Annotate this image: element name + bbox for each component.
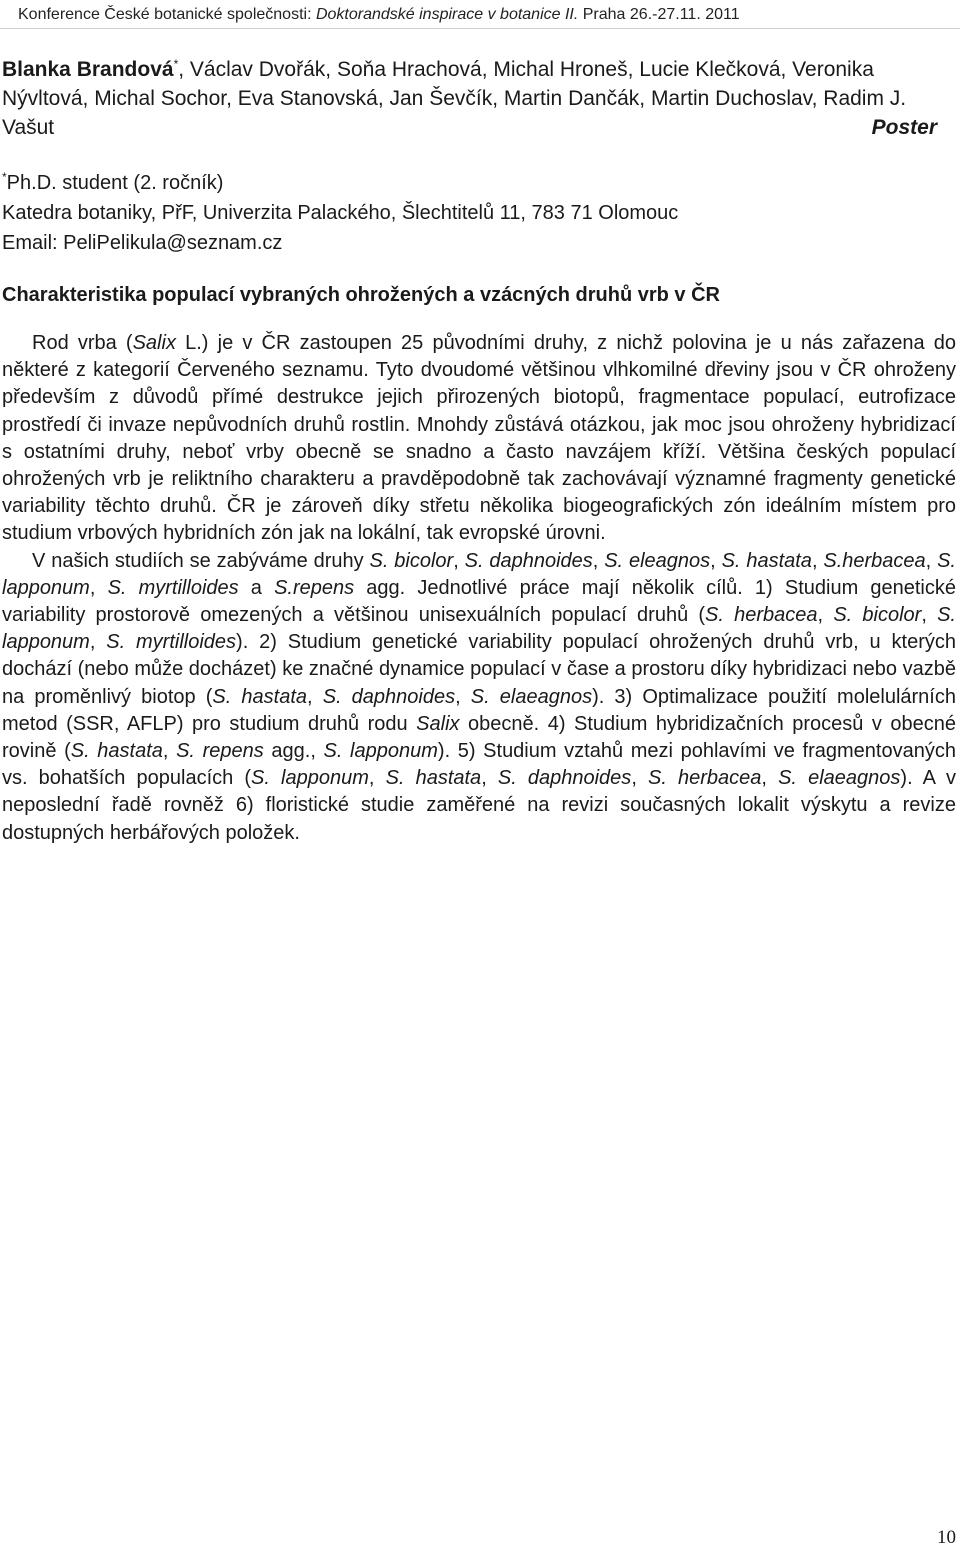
species-name: S. hastata xyxy=(385,767,482,790)
species-name: S. daphnoides xyxy=(464,549,593,572)
author-list xyxy=(2,55,956,142)
species-name: Salix xyxy=(132,332,176,354)
species-name: S. repens xyxy=(176,740,264,763)
species-name: S. bicolor xyxy=(833,604,922,627)
body-text: ). 5) Studium vztahů mezi pohlavími ve fragmentovaných vs. bohatších populacích ( xyxy=(2,740,956,790)
conference-header xyxy=(18,6,740,24)
body-text: , xyxy=(925,549,938,572)
species-name: S. hastata xyxy=(70,740,163,763)
body-text: , xyxy=(368,767,386,790)
species-name: S. lapponum xyxy=(323,740,438,763)
body-text: , xyxy=(631,767,648,790)
species-name: S. elaeagnos xyxy=(778,767,901,790)
body-text: L.) je v ČR zastoupen 25 původními druhy, z nichž polovina je u nás zařazena do některé z kategorií Červeného seznamu. Tyto dvoudomé většinou vlhkomilné dřeviny jsou v ČR ohroženy především z důvodů přímé destrukce jejich přirozených biotopů, fragmentace populací, eutrofizace prostředí či invaze nepůvodních druhů rostlin. Mnohdy zůstává otázkou, jak moc jsou ohroženy hybridizací s ostatními druhy, neboť vrby obecně se snadno a často navzájem kříží. Většina českých populací ohrožených vrb je reliktního charakteru a pravděpodobně tak zachovávají významné fragmenty genetické variability těchto druhů. ČR je zároveň díky střetu několika biogeografických zón ideálním místem pro studium vrbových hybridních zón jak na lokální, tak evropské úrovni. xyxy=(2,332,956,545)
affiliation-mark: * xyxy=(2,170,7,184)
first-author: Blanka Brandová xyxy=(2,58,174,81)
body-text: agg., xyxy=(263,740,324,763)
header-suffix: Praha 26.-27.11. 2011 xyxy=(578,6,740,23)
header-event: Doktorandské inspirace v botanice II. xyxy=(315,6,579,23)
body-text: Rod vrba ( xyxy=(32,332,133,354)
species-name: S. hastata xyxy=(212,685,308,708)
student-mark: * xyxy=(173,57,179,71)
species-name: S. myrtilloides xyxy=(106,631,237,654)
abstract-title: Charakteristika populací vybraných ohrožených a vzácných druhů vrb v ČR xyxy=(2,284,720,306)
species-name: Salix xyxy=(416,712,460,735)
body-text: , xyxy=(453,549,465,572)
header-prefix: Konference České botanické společnosti: xyxy=(18,6,316,23)
co-authors: , Václav Dvořák, Soňa Hrachová, Michal Hroneš, Lucie Klečková, Veronika Nývltová, Michal Sochor, Eva Stanovská, Jan Ševčík, Martin Dančák, Martin Duchoslav, Radim J. Vašut xyxy=(2,58,907,139)
presentation-type-label: Poster xyxy=(871,116,937,139)
body-text: , xyxy=(481,767,498,790)
body-text: , xyxy=(811,549,824,572)
species-name: S. lapponum xyxy=(251,767,369,790)
species-name: S. herbacea xyxy=(647,767,762,790)
body-text: agg. Jednotlivé práce mají několik cílů. 1) Studium genetické variability prostorově omezených a většinou unisexuálních populací druhů ( xyxy=(2,576,956,627)
body-text: , xyxy=(455,685,471,708)
species-name: S. lapponum xyxy=(2,549,956,599)
body-text: , xyxy=(592,549,605,572)
body-paragraph xyxy=(2,330,956,548)
species-name: S. elaeagnos xyxy=(470,685,593,708)
body-text: V našich studiích se zabýváme druhy xyxy=(32,549,370,572)
body-text: , xyxy=(89,576,108,599)
page-number: 10 xyxy=(937,1527,956,1548)
species-name: S.repens xyxy=(274,576,355,599)
student-line xyxy=(2,168,956,198)
species-name: S. bicolor xyxy=(369,549,454,572)
species-name: S. daphnoides xyxy=(322,685,456,708)
body-text: , xyxy=(162,740,177,763)
species-name: S. herbacea xyxy=(705,604,818,627)
body-text: ). A v neposlední řadě rovněž 6) floristické studie zaměřené na revizi současných lokalit výskytu a revize dostupných herbářových položek. xyxy=(2,767,956,844)
body-text: , xyxy=(921,604,938,627)
header-divider xyxy=(0,28,960,29)
body-text: , xyxy=(761,767,779,790)
species-name: S. lapponum xyxy=(2,604,956,654)
species-name: S. daphnoides xyxy=(497,767,632,790)
species-name: S. myrtilloides xyxy=(107,576,239,599)
species-name: S.herbacea xyxy=(823,549,926,572)
body-text: , xyxy=(710,549,722,572)
body-text: , xyxy=(89,631,107,654)
body-text: ). 2) Studium genetické variability populací ohrožených druhů vrb, u kterých dochází (nebo může docházet) ke značné dynamice populací v čase a prostoru díky hybridizaci nebo vazbě na proměnlivý biotop ( xyxy=(2,631,956,708)
affiliation-block xyxy=(2,168,956,258)
body-text: , xyxy=(817,604,834,627)
body-paragraph xyxy=(2,548,956,847)
species-name: S. hastata xyxy=(721,549,812,572)
student-info: Ph.D. student (2. ročník) xyxy=(6,172,224,194)
body-text: , xyxy=(307,685,323,708)
body-text: ). 3) Optimalizace použití molelulárních metod (SSR, AFLP) pro studium druhů rodu xyxy=(2,685,956,735)
body-text: obecně. 4) Studium hybridizačních procesů v obecné rovině ( xyxy=(2,712,956,763)
abstract-body xyxy=(2,330,956,847)
species-name: S. eleagnos xyxy=(604,549,711,572)
email-line: Email: PeliPelikula@seznam.cz xyxy=(2,232,283,254)
body-text: a xyxy=(238,576,275,599)
department-line: Katedra botaniky, PřF, Univerzita Palackého, Šlechtitelů 11, 783 71 Olomouc xyxy=(2,202,679,224)
